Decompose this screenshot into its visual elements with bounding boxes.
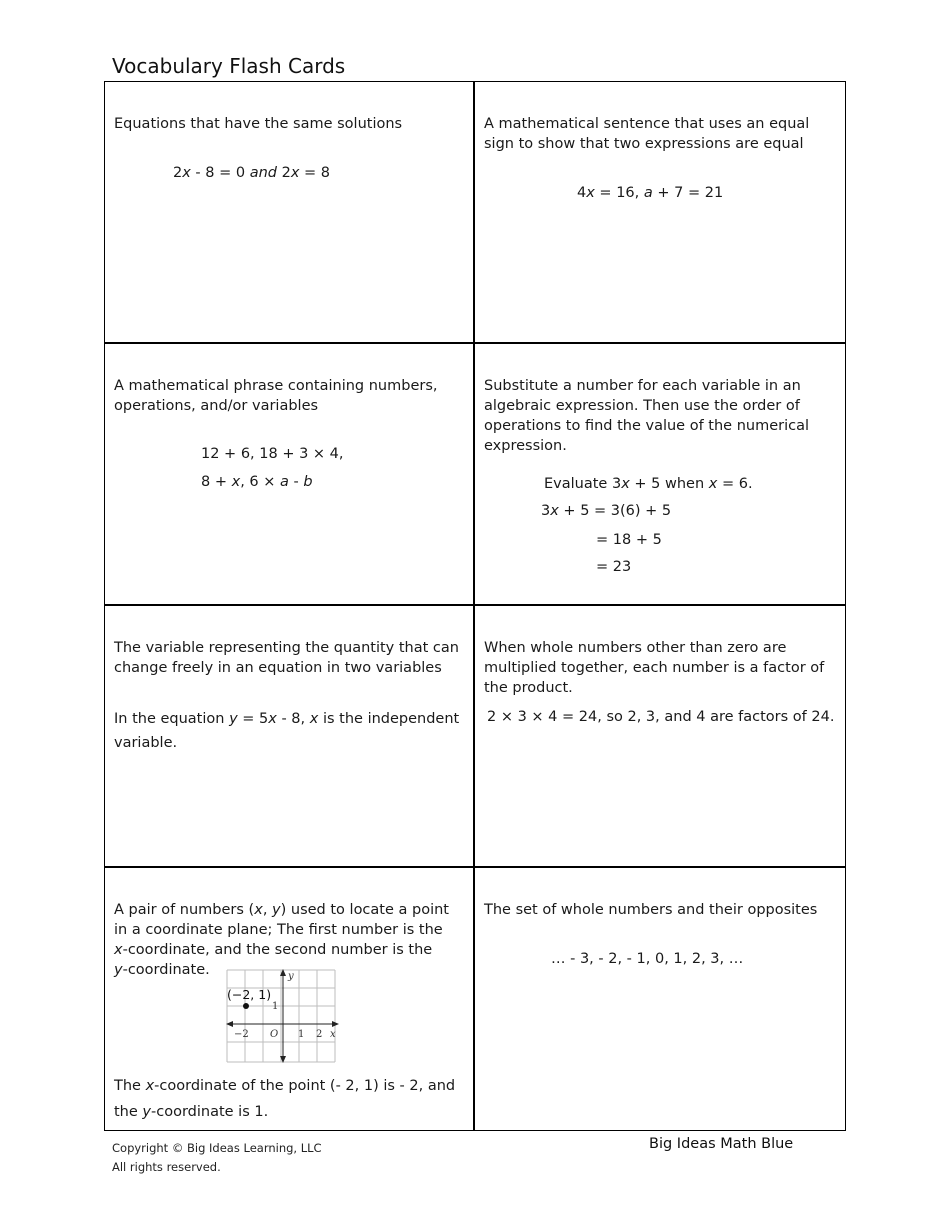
y-tick-1: 1	[272, 1001, 279, 1012]
flash-card-equation	[475, 82, 845, 344]
flash-card-algebraic-expression	[105, 344, 475, 606]
card-example: In the equation y = 5x - 8, x is the independent variable.	[114, 711, 460, 751]
card-definition: A pair of numbers (x, y) used to locate a point in a coordinate plane; The first number is the x-coordinate, and the second number is the y-coordinate.	[114, 902, 449, 978]
y-axis-label: y	[288, 971, 294, 982]
card-example: 2x - 8 = 0 and 2x = 8	[173, 165, 331, 181]
card-definition: A mathematical sentence that uses an equal sign to show that two expressions are equal	[484, 116, 810, 152]
x-tick-1: 1	[298, 1029, 305, 1040]
card-example-line-3: = 18 + 5	[596, 532, 662, 548]
rights-text: All rights reserved.	[112, 1160, 221, 1174]
flash-card-grid	[104, 81, 846, 1131]
card-example: … - 3, - 2, - 1, 0, 1, 2, 3, …	[551, 951, 744, 967]
card-example-line-4: = 23	[596, 559, 632, 575]
card-example: 2 × 3 × 4 = 24, so 2, 3, and 4 are factors of 24.	[487, 709, 835, 725]
point-label: (−2, 1)	[227, 987, 272, 1002]
card-definition: Equations that have the same solutions	[114, 116, 403, 132]
card-definition: The set of whole numbers and their opposites	[484, 902, 818, 918]
card-example: 4x = 16, a + 7 = 21	[577, 185, 724, 201]
footer-book-title: Big Ideas Math Blue	[649, 1136, 794, 1152]
plotted-point	[243, 1003, 249, 1009]
card-example-line-2: 8 + x, 6 × a - b	[201, 474, 313, 490]
flash-card-equivalent-equations	[105, 82, 475, 344]
card-definition: A mathematical phrase containing numbers, operations, and/or variables	[114, 378, 438, 414]
card-example-line-1: Evaluate 3x + 5 when x = 6.	[544, 476, 753, 492]
copyright-text: Copyright © Big Ideas Learning, LLC	[112, 1141, 322, 1155]
x-tick-2: 2	[316, 1029, 323, 1040]
footer-copyright	[112, 1139, 322, 1177]
card-example-line-2: 3x + 5 = 3(6) + 5	[541, 503, 672, 519]
flash-card-factor	[475, 606, 845, 868]
card-definition: Substitute a number for each variable in an algebraic expression. Then use the order of operations to find the value of the numerical expression.	[484, 378, 809, 454]
graph-grid	[227, 970, 335, 1062]
x-tick-neg2: −2	[234, 1029, 249, 1040]
card-definition: The variable representing the quantity that can change freely in an equation in two variables	[114, 640, 459, 676]
flash-card-independent-variable	[105, 606, 475, 868]
x-axis-label: x	[330, 1029, 336, 1040]
flash-card-evaluating-expression	[475, 344, 845, 606]
card-definition: When whole numbers other than zero are multiplied together, each number is a factor of the product.	[484, 640, 825, 696]
coordinate-plane-graph	[226, 969, 341, 1064]
card-example-line-1: 12 + 6, 18 + 3 × 4,	[201, 446, 344, 462]
card-example: The x-coordinate of the point (- 2, 1) is - 2, and the y-coordinate is 1.	[114, 1078, 456, 1120]
page-title: Vocabulary Flash Cards	[112, 54, 346, 78]
flash-card-integers	[475, 868, 845, 1130]
origin-label: O	[270, 1029, 279, 1040]
